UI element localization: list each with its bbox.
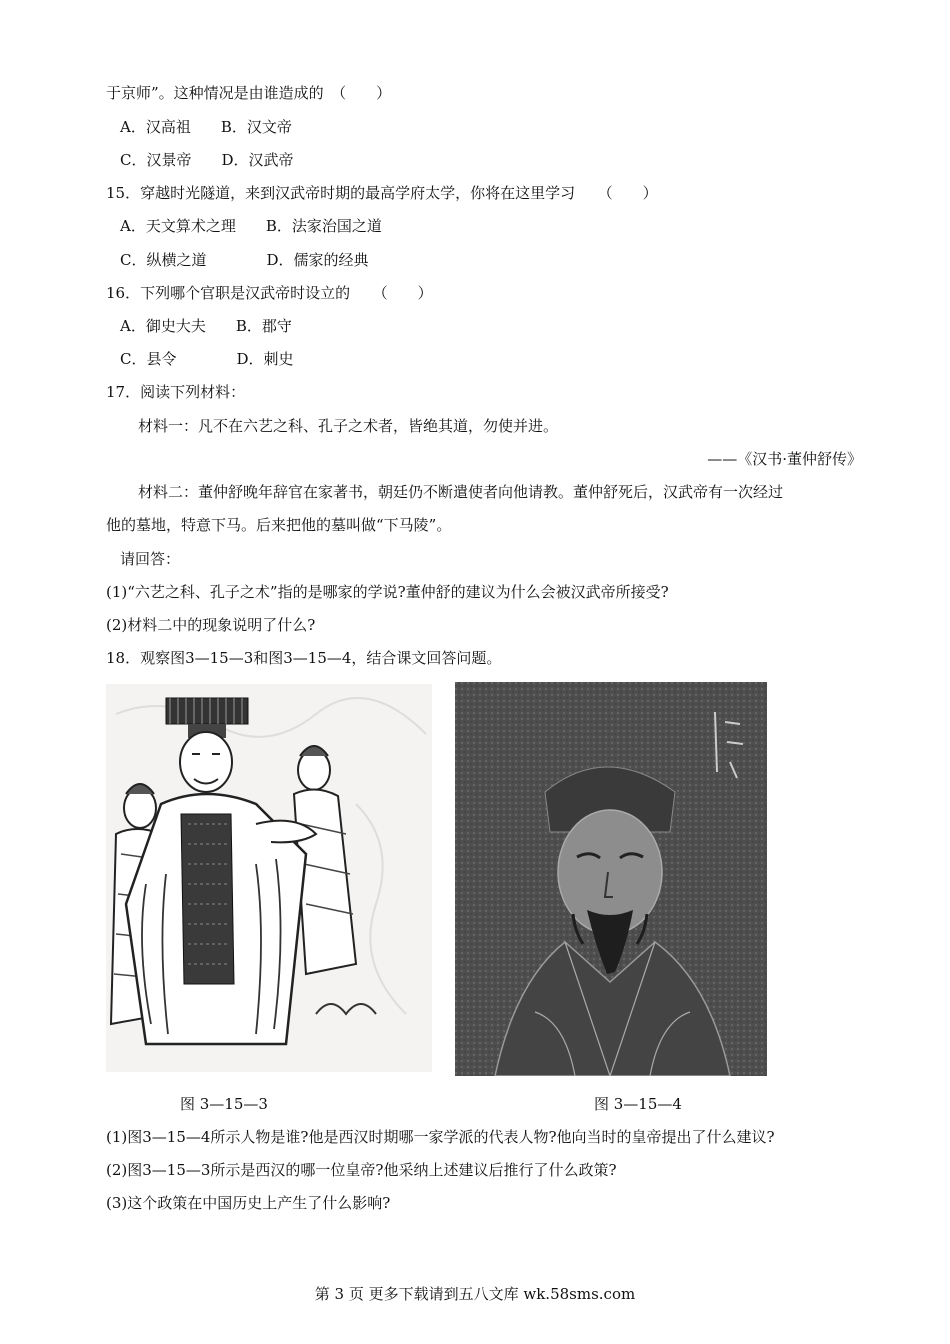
q15-stem: 15．穿越时光隧道，来到汉武帝时期的最高学府太学，你将在这里学习 （ ）	[106, 184, 658, 202]
figure-emperor-illustration	[106, 684, 432, 1072]
q17-material-1: 材料一：凡不在六艺之科、孔子之术者，皆绝其道，勿使并进。	[138, 417, 559, 435]
page-footer: 第 3 页 更多下载请到五八文库 wk.58sms.com	[314, 1285, 636, 1303]
q17-stem: 17．阅读下列材料：	[106, 383, 246, 401]
q16-stem: 16．下列哪个官职是汉武帝时设立的 （ ）	[106, 284, 433, 302]
q17-prompt: 请回答：	[120, 550, 181, 568]
q17-material-2-line1: 材料二：董仲舒晚年辞官在家著书，朝廷仍不断遣使者向他请教。董仲舒死后，汉武帝有一次经过	[138, 483, 784, 501]
q18-sub2: (2)图3—15—3所示是西汉的哪一位皇帝?他采纳上述建议后推行了什么政策?	[106, 1161, 617, 1179]
figure-1-caption: 图 3—15—3	[180, 1095, 268, 1113]
figure-2-caption: 图 3—15—4	[594, 1095, 682, 1113]
q17-material-2-line2: 他的墓地，特意下马。后来把他的墓叫做“下马陵”。	[106, 516, 452, 534]
q17-material-1-source: ——《汉书·董仲舒传》	[707, 450, 862, 468]
q17-sub2: (2)材料二中的现象说明了什么?	[106, 616, 316, 634]
q15-options-cd: C．纵横之道 D．儒家的经典	[120, 251, 369, 269]
q14-stem-continuation: 于京师”。这种情况是由谁造成的 （ ）	[106, 84, 392, 102]
q18-stem: 18．观察图3—15—3和图3—15—4，结合课文回答问题。	[106, 649, 502, 667]
q16-options-ab: A．御史大夫 B．郡守	[120, 317, 292, 335]
q14-options-ab: A．汉高祖 B．汉文帝	[120, 118, 292, 136]
q15-options-ab: A．天文算术之理 B．法家治国之道	[120, 217, 382, 235]
q17-sub1: (1)“六艺之科、孔子之术”指的是哪家的学说?董仲舒的建议为什么会被汉武帝所接受?	[106, 583, 669, 601]
q16-options-cd: C．县令 D．刺史	[120, 350, 294, 368]
q18-sub1: (1)图3—15—4所示人物是谁?他是西汉时期哪一家学派的代表人物?他向当时的皇帝提出了什么建议?	[106, 1128, 775, 1146]
q14-options-cd: C．汉景帝 D．汉武帝	[120, 151, 294, 169]
figure-scholar-portrait	[455, 682, 767, 1076]
q18-sub3: (3)这个政策在中国历史上产生了什么影响?	[106, 1194, 391, 1212]
